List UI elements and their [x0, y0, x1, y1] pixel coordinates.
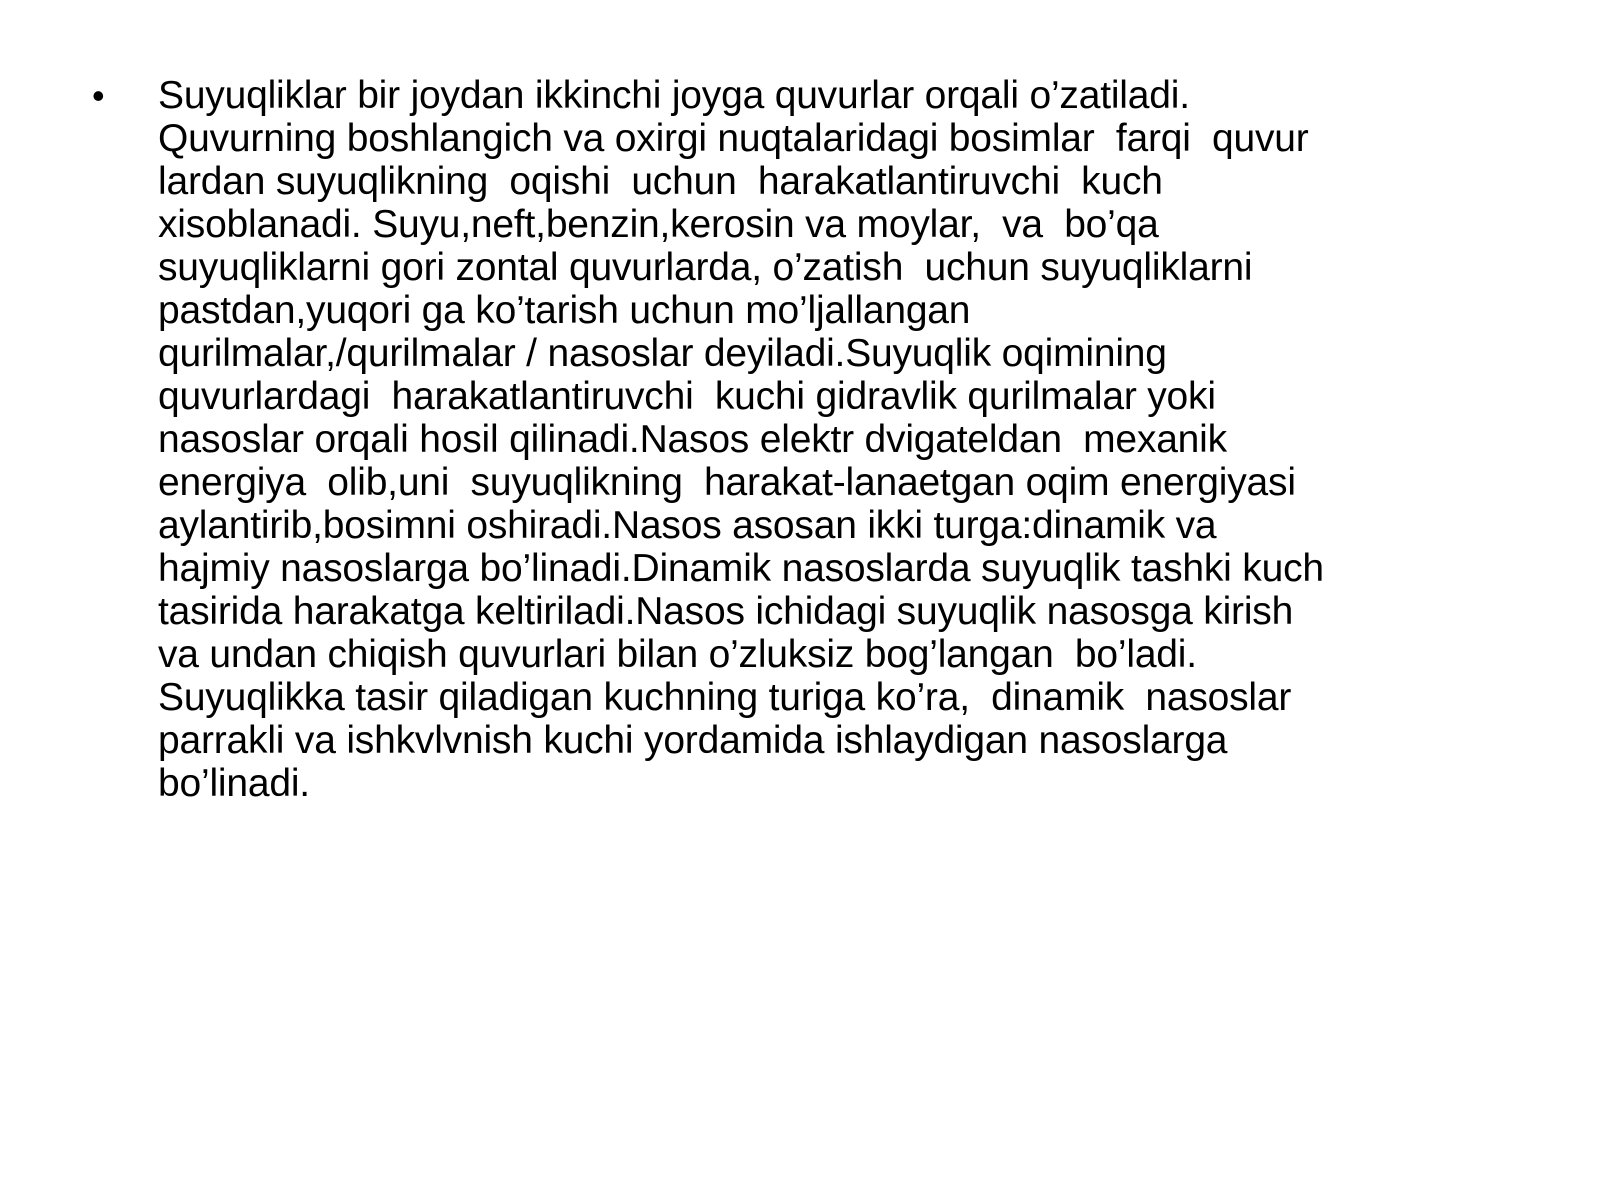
paragraph-line: parrakli va ishkvlvnish kuchi yordamida ishlaydigan nasoslarga	[158, 719, 1228, 762]
paragraph-line: qurilmalar,/qurilmalar / nasoslar deyiladi.Suyuqlik oqimining	[158, 332, 1167, 375]
paragraph-line: quvurlardagi harakatlantiruvchi kuchi gidravlik qurilmalar yoki	[158, 375, 1216, 418]
bullet-marker: •	[92, 75, 105, 116]
paragraph-line: hajmiy nasoslarga bo’linadi.Dinamik nasoslarda suyuqlik tashki kuch	[158, 547, 1324, 590]
bullet-item	[92, 74, 1542, 805]
paragraph-line: pastdan,yuqori ga ko’tarish uchun mo’ljallangan	[158, 289, 971, 332]
bullet-paragraph	[158, 74, 1542, 805]
paragraph-line: tasirida harakatga keltiriladi.Nasos ichidagi suyuqlik nasosga kirish	[158, 590, 1294, 633]
paragraph-line: bo’linadi.	[158, 762, 310, 805]
paragraph-line: suyuqliklarni gori zontal quvurlarda, o’zatish uchun suyuqliklarni	[158, 246, 1253, 289]
paragraph-line: energiya olib,uni suyuqlikning harakat-lanaetgan oqim energiyasi	[158, 461, 1296, 504]
paragraph-line: Quvurning boshlangich va oxirgi nuqtalaridagi bosimlar farqi quvur	[158, 117, 1309, 160]
paragraph-line: xisoblanadi. Suyu,neft,benzin,kerosin va moylar, va bo’qa	[158, 203, 1159, 246]
paragraph-line: Suyuqliklar bir joydan ikkinchi joyga quvurlar orqali o’zatiladi.	[158, 74, 1190, 117]
paragraph-line: nasoslar orqali hosil qilinadi.Nasos elektr dvigateldan mexanik	[158, 418, 1227, 461]
paragraph-line: va undan chiqish quvurlari bilan o’zluksiz bog’langan bo’ladi.	[158, 633, 1197, 676]
paragraph-line: aylantirib,bosimni oshiradi.Nasos asosan ikki turga:dinamik va	[158, 504, 1217, 547]
paragraph-line: lardan suyuqlikning oqishi uchun harakatlantiruvchi kuch	[158, 160, 1163, 203]
paragraph-line: Suyuqlikka tasir qiladigan kuchning turiga ko’ra, dinamik nasoslar	[158, 676, 1292, 719]
bullet-list	[92, 74, 1542, 805]
